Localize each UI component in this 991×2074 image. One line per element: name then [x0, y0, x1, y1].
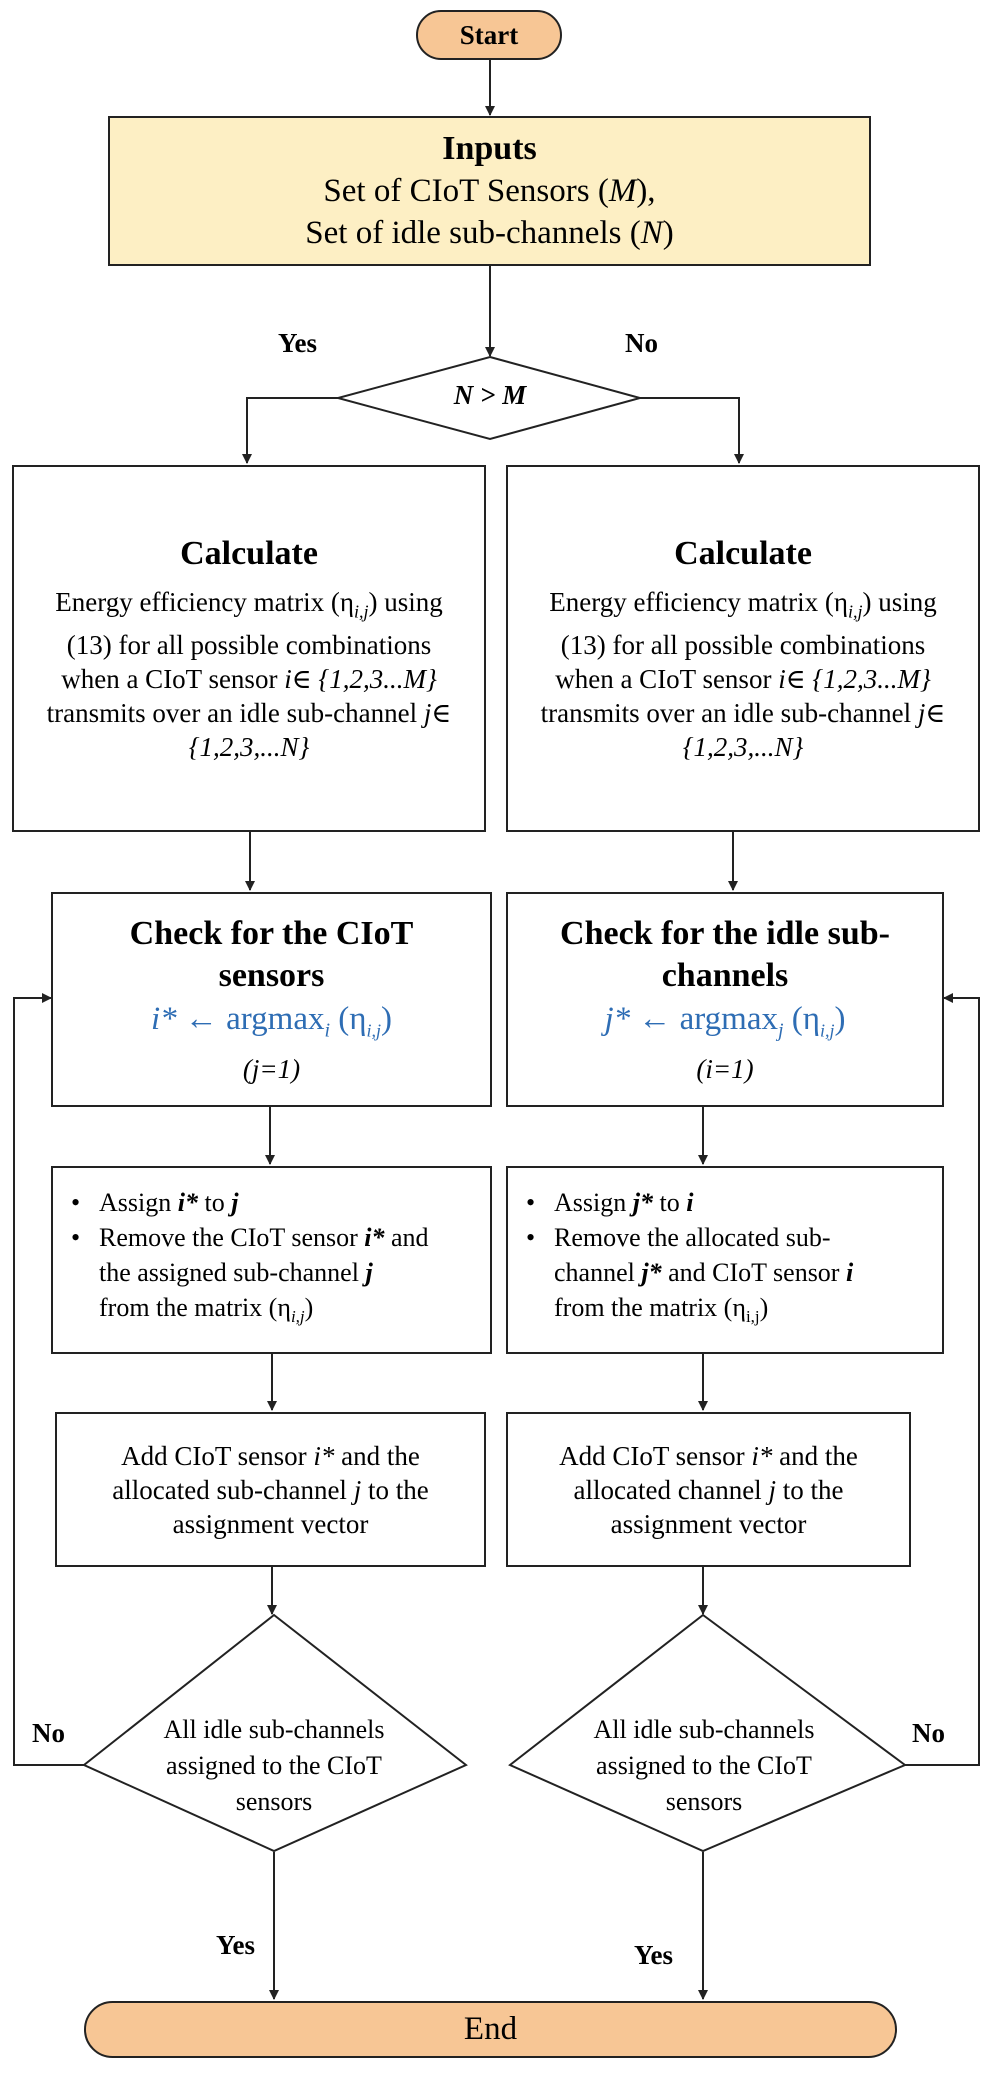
arrow-decision-yes — [247, 398, 338, 463]
right-diamond-line2: assigned to the CIoT — [596, 1751, 812, 1780]
left-bullets-box — [51, 1166, 492, 1354]
right-calculate-title: Calculate — [674, 534, 812, 572]
left-yes-label: Yes — [216, 1930, 255, 1960]
left-bullet-remove: • Remove the CIoT sensor i* and the assigned sub-channel j from the matrix $(\eta_{i,j})$ — [71, 1220, 429, 1334]
left-diamond-line1: All idle sub-channels — [163, 1715, 385, 1744]
right-bullet-assign: • Assign j* to i — [526, 1185, 693, 1220]
inputs-line-subchannels: Set of idle sub-channels (N) — [305, 215, 674, 251]
bullet-icon: • — [71, 1223, 81, 1253]
inputs-box — [108, 116, 871, 266]
arrow-decision-no — [640, 398, 739, 463]
left-calc-line4: transmits over an idle sub-channel j∈ — [46, 698, 452, 729]
left-check-condition: (j=1) — [242, 1054, 301, 1085]
left-check-title-1: Check for the CIoT — [129, 914, 414, 952]
right-add-line1: Add CIoT sensor i* and the — [559, 1440, 858, 1471]
right-check-box — [506, 892, 944, 1107]
left-no-label: No — [32, 1718, 65, 1748]
left-add-line1: Add CIoT sensor i* and the — [121, 1440, 420, 1471]
left-calc-line2: (13) for all possible combinations — [66, 630, 432, 661]
right-calc-line2: (13) for all possible combinations — [560, 630, 926, 661]
right-yes-label: Yes — [634, 1940, 673, 1970]
left-add-line3: assignment vector — [172, 1508, 369, 1539]
bullet-icon: • — [526, 1223, 536, 1253]
right-check-formula: j* ← argmax$_j$ $(\eta_{i,j})$ — [604, 1000, 846, 1042]
right-diamond-text — [554, 1712, 854, 1820]
right-check-title-1: Check for the idle sub- — [560, 914, 890, 952]
right-calc-line5: {1,2,3,...N} — [682, 732, 804, 763]
left-check-formula: i* ← argmax$_i$ $(\eta_{i,j})$ — [150, 1000, 393, 1042]
right-calc-line4: transmits over an idle sub-channel j∈ — [540, 698, 946, 729]
left-diamond-text — [124, 1712, 424, 1820]
right-add-box — [506, 1412, 911, 1567]
bullet-icon: • — [71, 1188, 81, 1218]
right-check-condition: (i=1) — [696, 1054, 754, 1085]
right-calc-line1: Energy efficiency matrix $(\eta_{i,j})$ using — [549, 586, 937, 622]
inputs-title: Inputs — [442, 130, 537, 167]
arrow-right-loop — [905, 998, 979, 1765]
right-calculate-box — [506, 465, 980, 832]
left-add-line2: allocated sub-channel j to the — [112, 1474, 429, 1505]
left-calc-line1: Energy efficiency matrix $(\eta_{i,j})$ using — [55, 586, 443, 622]
right-bullets-box — [506, 1166, 944, 1354]
right-bullet-remove: • Remove the allocated sub- channel j* and CIoT sensor i from the matrix $(\eta_{i,j})$ — [526, 1220, 853, 1334]
left-add-box — [55, 1412, 486, 1567]
left-calculate-title: Calculate — [180, 534, 318, 572]
right-check-title-2: channels — [661, 956, 789, 994]
bullet-icon: • — [526, 1188, 536, 1218]
right-add-line3: assignment vector — [610, 1508, 807, 1539]
end-node — [84, 2001, 897, 2058]
arrow-left-loop — [14, 998, 84, 1765]
left-calc-line3: when a CIoT sensor i∈ {1,2,3...M} — [61, 664, 437, 695]
left-check-title-2: sensors — [218, 956, 325, 994]
inputs-line-sensors: Set of CIoT Sensors (M), — [323, 173, 656, 209]
right-diamond-line3: sensors — [665, 1787, 743, 1816]
decision-no-label: No — [625, 328, 658, 358]
left-check-box — [51, 892, 492, 1107]
decision-text: N > M — [453, 380, 527, 410]
start-label: Start — [459, 19, 519, 50]
right-calc-line3: when a CIoT sensor i∈ {1,2,3...M} — [555, 664, 931, 695]
left-calculate-box — [12, 465, 486, 832]
left-calc-line5: {1,2,3,...N} — [188, 732, 310, 763]
decision-yes-label: Yes — [278, 328, 317, 358]
start-node — [416, 10, 562, 60]
left-bullet-assign: • Assign i* to j — [71, 1185, 238, 1220]
left-diamond-line3: sensors — [235, 1787, 313, 1816]
right-no-label: No — [912, 1718, 945, 1748]
right-diamond-line1: All idle sub-channels — [593, 1715, 815, 1744]
left-diamond-line2: assigned to the CIoT — [166, 1751, 382, 1780]
end-label: End — [463, 2011, 518, 2047]
right-add-line2: allocated channel j to the — [573, 1474, 844, 1505]
